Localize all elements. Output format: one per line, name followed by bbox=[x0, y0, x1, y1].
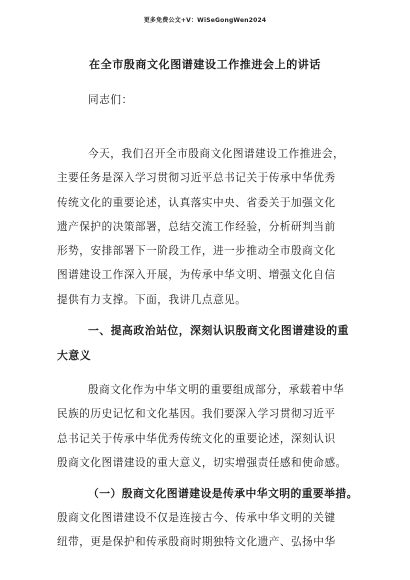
paragraph-line: 总书记关于传承中华优秀传统文化的重要论述，深刻认识 bbox=[57, 432, 336, 445]
heading-line: 大意义 bbox=[57, 349, 92, 362]
subsection-heading-1: （一）殷商文化图谱建设是传承中华文明的重要举措。 bbox=[88, 487, 358, 500]
paragraph-line: 传统文化的重要论述，认真落实中央、省委关于加强文化 bbox=[57, 196, 336, 209]
paragraph-line: 殷商文化图谱建设的重大意义，切实增强责任感和使命感。 bbox=[57, 456, 347, 469]
salutation: 同志们： bbox=[88, 94, 133, 106]
paragraph-line: 图谱建设工作深入开展，为传承中华文明、增强文化自信 bbox=[57, 269, 336, 282]
section-heading-1 bbox=[57, 318, 353, 368]
header-note: 更多免费公文+V：WiSeGongWen2024 bbox=[143, 17, 267, 24]
document-title: 在全市殷商文化图谱建设工作推进会上的讲话 bbox=[89, 58, 321, 71]
paragraph-line: 殷商文化图谱建设不仅是连接古今、传承中华文明的关键 bbox=[57, 512, 336, 524]
paragraph-line: 民族的历史记忆和文化基因。我们要深入学习贯彻习近平 bbox=[57, 408, 336, 421]
paragraph-line: 主要任务是深入学习贯彻习近平总书记关于传承中华优秀 bbox=[57, 172, 336, 185]
paragraph-significance bbox=[57, 378, 353, 475]
paragraph-line: 形势，安排部署下一阶段工作，进一步推动全市殷商文化 bbox=[57, 245, 336, 258]
heading-line: 一、提高政治站位，深刻认识殷商文化图谱建设的重 bbox=[88, 324, 349, 337]
paragraph-line: 遗产保护的决策部署，总结交流工作经验，分析研判当前 bbox=[57, 220, 336, 233]
paragraph-line: 殷商文化作为中华文明的重要组成部分，承载着中华 bbox=[88, 384, 345, 396]
paragraph-inheritance bbox=[57, 506, 353, 555]
paragraph-intro bbox=[57, 142, 353, 312]
paragraph-line: 纽带，更是保护和传承殷商时期独特文化遗产、弘扬中华 bbox=[57, 536, 336, 549]
paragraph-line: 提供有力支撑。下面，我讲几点意见。 bbox=[57, 293, 247, 306]
paragraph-line: 今天，我们召开全市殷商文化图谱建设工作推进会， bbox=[88, 148, 345, 160]
